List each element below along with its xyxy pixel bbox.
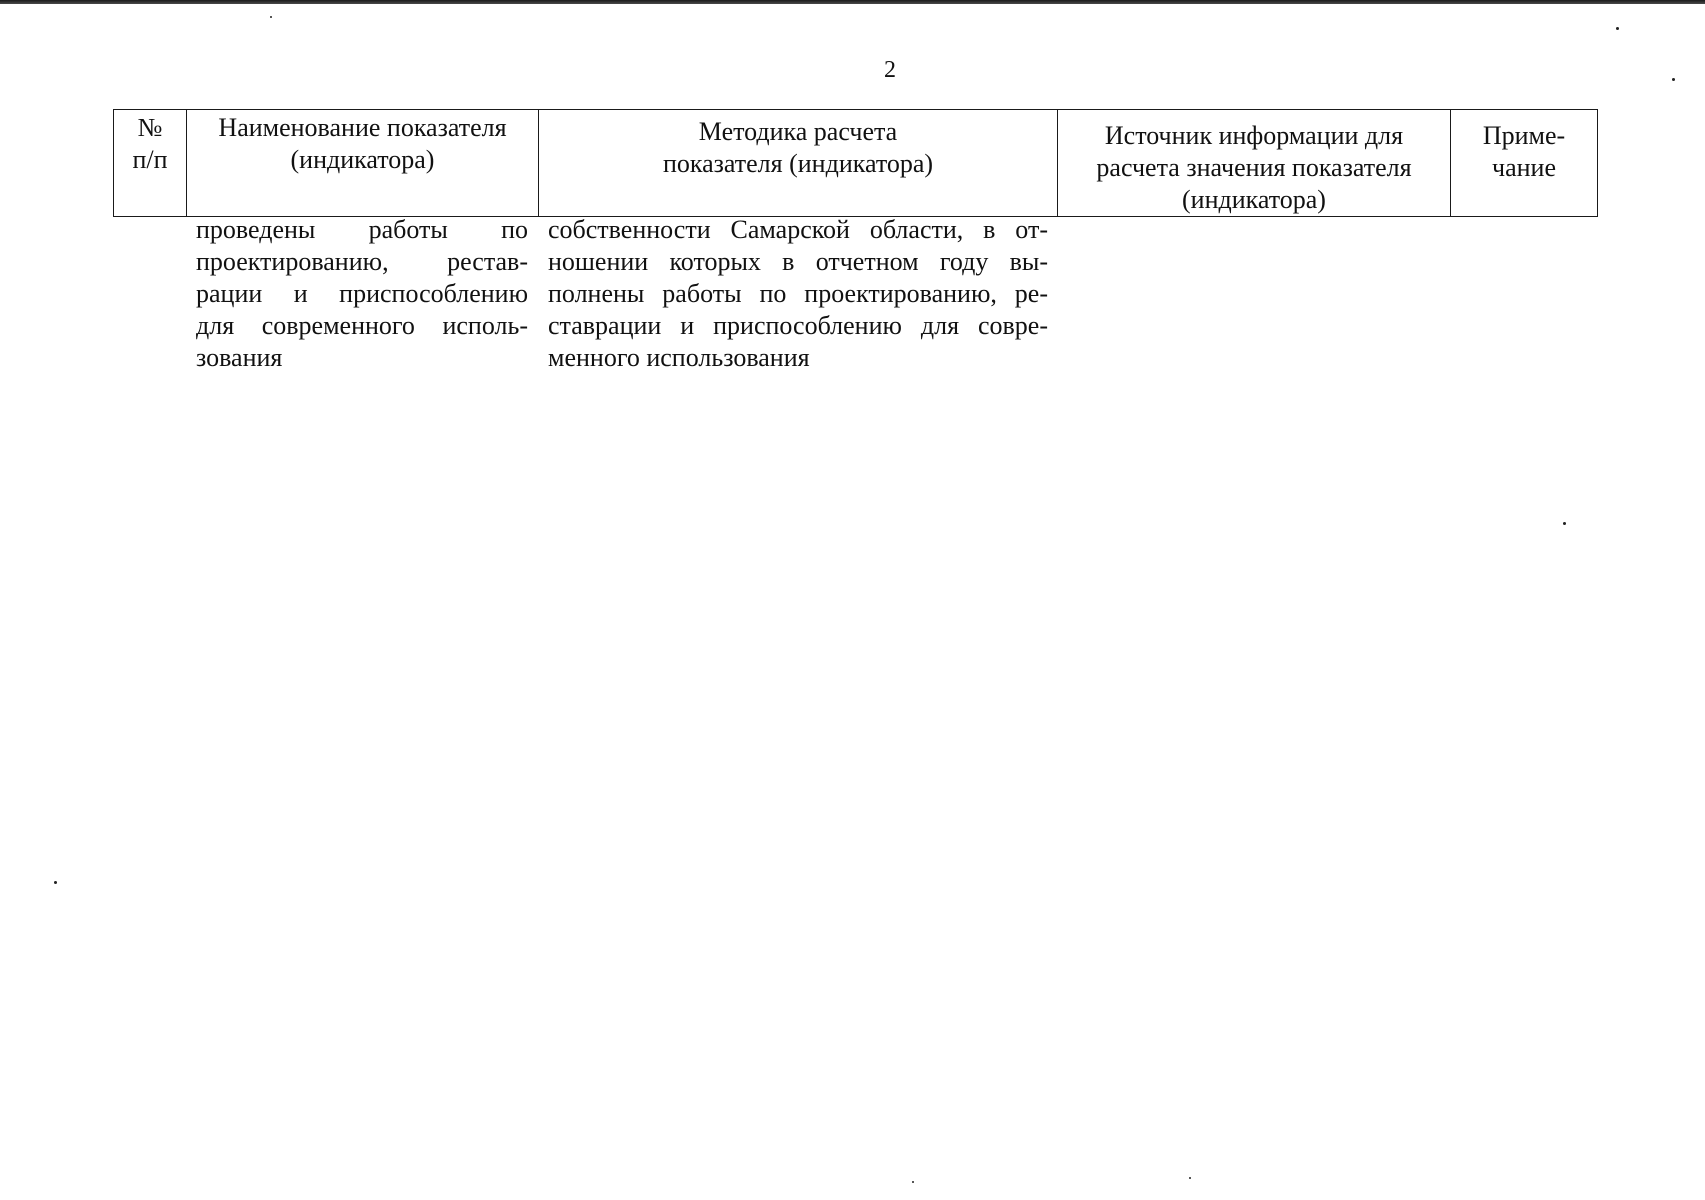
header-name-line-1: Наименование показателя [218, 113, 507, 142]
name-line-5: зования [196, 343, 283, 372]
header-source-line-2: расчета значения показателя [1096, 153, 1412, 182]
name-line-2: проектированию, рестав- [196, 247, 528, 276]
header-note [1451, 110, 1598, 217]
method-line-2: ношении которых в отчетном году вы- [548, 247, 1048, 276]
table-header-row [114, 110, 1598, 217]
scan-speck [1616, 27, 1619, 30]
continuation-cell-indicator-name [196, 214, 528, 374]
method-line-5: менного использования [548, 343, 810, 372]
method-line-3: полнены работы по проектированию, ре- [548, 279, 1048, 308]
scan-top-edge [0, 0, 1705, 4]
scan-speck [1189, 1177, 1191, 1179]
name-line-1: проведены работы по [196, 215, 528, 244]
scan-speck [54, 881, 57, 884]
header-source-line-1: Источник информации для [1104, 121, 1404, 150]
scan-speck [912, 1181, 914, 1183]
name-line-4: для современного исполь- [196, 311, 528, 340]
scan-speck [270, 16, 272, 18]
indicator-table-header [113, 109, 1598, 217]
header-method-line-1: Методика расчета [698, 117, 898, 146]
header-number-line-1: № [137, 113, 163, 142]
continuation-cell-calculation-method [548, 214, 1048, 374]
method-line-4: ставрации и приспособлению для совре- [548, 311, 1048, 340]
header-method-line-2: показателя (индикатора) [662, 149, 934, 178]
header-number-line-2: п/п [132, 145, 168, 174]
header-information-source [1058, 110, 1451, 217]
scan-speck [1563, 522, 1566, 525]
header-source-line-3: (индикатора) [1182, 185, 1326, 214]
header-indicator-name [187, 110, 539, 217]
header-calculation-method [539, 110, 1058, 217]
page-number: 2 [884, 57, 896, 83]
method-line-1: собственности Самарской области, в от- [548, 215, 1048, 244]
header-number [114, 110, 187, 217]
name-line-3: рации и приспособлению [196, 279, 528, 308]
header-name-line-2: (индикатора) [290, 145, 435, 174]
scan-speck [1672, 78, 1675, 81]
header-note-line-2: чание [1492, 153, 1556, 182]
header-note-line-1: Приме- [1482, 121, 1566, 150]
